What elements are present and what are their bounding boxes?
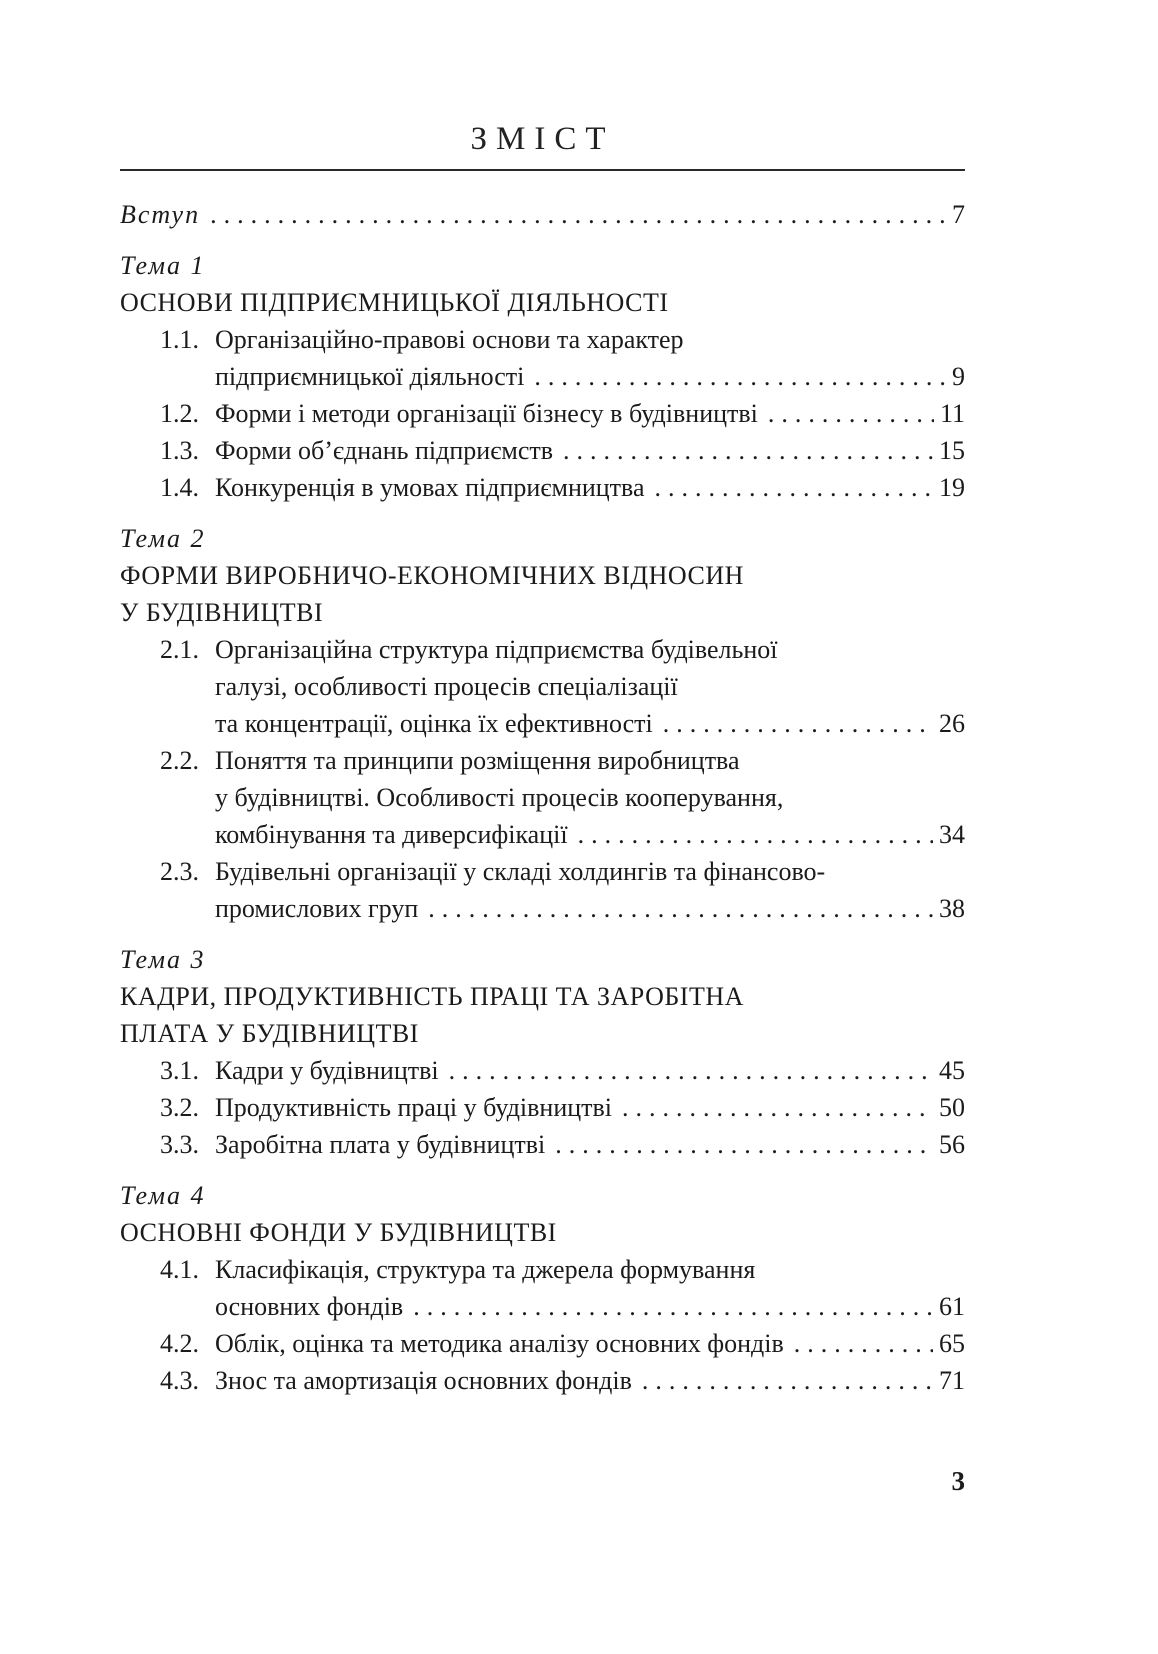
item-line [215,668,965,705]
item-page: 19 [939,473,965,502]
item-line [215,853,965,890]
item-number: 4.2. [160,1329,199,1358]
toc-item [160,631,965,742]
dot-leader [555,1126,933,1163]
toc-item [160,1089,965,1126]
item-page: 61 [939,1292,965,1321]
item-text: галузі, особливості процесів спеціалізації [215,672,678,701]
section-heading: ФОРМИ ВИРОБНИЧО-ЕКОНОМІЧНИХ ВІДНОСИН [120,561,744,590]
section-heading: КАДРИ, ПРОДУКТИВНІСТЬ ПРАЦІ ТА ЗАРОБІТНА [120,982,744,1011]
toc-item [160,321,965,395]
item-body [215,395,965,432]
item-page: 34 [939,820,965,849]
item-body [215,1362,965,1399]
toc-item [160,1362,965,1399]
item-line [215,1362,965,1399]
item-text: промислових груп [215,894,419,923]
item-body [215,1126,965,1163]
dot-leader [663,705,933,742]
section-heading: ПЛАТА У БУДІВНИЦТВІ [120,1019,419,1048]
item-page: 11 [939,399,965,428]
item-page: 38 [939,894,965,923]
item-text: Продуктивність праці у будівництві [215,1093,613,1122]
item-line [215,890,965,927]
item-line [215,1089,965,1126]
toc-item [160,1052,965,1089]
item-body [215,853,965,927]
item-line [215,395,965,432]
toc-item [160,742,965,853]
dot-leader [534,358,946,395]
item-line [215,742,965,779]
item-body [215,432,965,469]
item-line [215,1126,965,1163]
section-theme: Тема 4 [120,1181,206,1210]
section-theme: Тема 3 [120,945,206,974]
title-divider [120,169,965,171]
item-text: та концентрації, оцінка їх ефективності [215,709,653,738]
dot-leader [794,1325,933,1362]
table-of-contents [120,196,965,1399]
item-line [215,816,965,853]
item-text: Облік, оцінка та методика аналізу основних фондів [215,1329,784,1358]
dot-leader [578,816,933,853]
item-page: 65 [939,1329,965,1358]
item-page: 50 [939,1093,965,1122]
toc-item [160,1126,965,1163]
item-line [215,1288,965,1325]
toc-item [160,432,965,469]
item-line [215,1052,965,1089]
item-line [215,469,965,506]
item-text: Форми об’єднань підприємств [215,436,553,465]
toc-entry-title: Вступ [120,200,201,229]
item-page: 45 [939,1056,965,1085]
dot-leader [413,1288,933,1325]
dot-leader [655,469,933,506]
folio-page-number: 3 [951,1466,965,1496]
dot-leader [563,432,933,469]
item-line [215,432,965,469]
item-number: 2.3. [160,857,199,886]
item-line [215,705,965,742]
item-text: основних фондів [215,1292,404,1321]
item-number: 2.2. [160,746,199,775]
toc-sections [120,247,965,1399]
item-page: 9 [952,362,965,391]
toc-item [160,853,965,927]
toc-section [120,1177,965,1399]
item-text: комбінування та диверсифікації [215,820,568,849]
item-number: 1.4. [160,473,199,502]
item-body [215,321,965,395]
item-number: 2.1. [160,635,199,664]
page-title: ЗМІСТ [470,121,615,157]
item-number: 1.3. [160,436,199,465]
dot-leader [210,196,946,233]
item-text: Конкуренція в умовах підприємництва [215,473,645,502]
item-line [215,631,965,668]
item-text: Організаційна структура підприємства будівельної [215,635,778,664]
item-body [215,631,965,742]
toc-section [120,520,965,927]
section-theme: Тема 2 [120,524,206,553]
dot-leader [428,890,933,927]
item-line [215,779,965,816]
item-page: 26 [939,709,965,738]
toc-entry-intro [120,196,965,233]
item-text: Організаційно-правові основи та характер [215,325,684,354]
item-number: 3.1. [160,1056,199,1085]
item-text: підприємницької діяльності [215,362,525,391]
dot-leader [622,1089,933,1126]
item-page: 71 [939,1366,965,1395]
toc-item [160,1325,965,1362]
section-theme: Тема 1 [120,251,206,280]
toc-item [160,1251,965,1325]
toc-item [160,469,965,506]
item-page: 56 [939,1130,965,1159]
item-body [215,469,965,506]
toc-entry-page: 7 [952,200,965,229]
toc-item [160,395,965,432]
dot-leader [642,1362,933,1399]
item-body [215,1089,965,1126]
item-body [215,1251,965,1325]
toc-section [120,247,965,506]
dot-leader [449,1052,933,1089]
item-number: 4.1. [160,1255,199,1284]
section-heading: ОСНОВНІ ФОНДИ У БУДІВНИЦТВІ [120,1218,557,1247]
item-line [215,1251,965,1288]
item-line [215,321,965,358]
item-page: 15 [939,436,965,465]
item-text: Класифікація, структура та джерела формування [215,1255,756,1284]
item-text: Форми і методи організації бізнесу в будівництві [215,399,758,428]
item-body [215,1052,965,1089]
toc-section [120,941,965,1163]
item-body [215,1325,965,1362]
item-line [215,358,965,395]
section-heading: ОСНОВИ ПІДПРИЄМНИЦЬКОЇ ДІЯЛЬНОСТІ [120,288,669,317]
item-number: 1.1. [160,325,199,354]
item-number: 3.2. [160,1093,199,1122]
item-text: Кадри у будівництві [215,1056,439,1085]
item-text: Заробітна плата у будівництві [215,1130,546,1159]
item-text: Будівельні організації у складі холдингів та фінансово- [215,857,826,886]
item-text: Поняття та принципи розміщення виробництва [215,746,740,775]
toc-content [120,0,965,1399]
item-number: 1.2. [160,399,199,428]
item-text: у будівництві. Особливості процесів кооперування, [215,783,784,812]
item-line [215,1325,965,1362]
item-number: 4.3. [160,1366,199,1395]
section-heading: У БУДІВНИЦТВІ [120,598,324,627]
dot-leader [768,395,934,432]
item-number: 3.3. [160,1130,199,1159]
item-body [215,742,965,853]
item-text: Знос та амортизація основних фондів [215,1366,632,1395]
